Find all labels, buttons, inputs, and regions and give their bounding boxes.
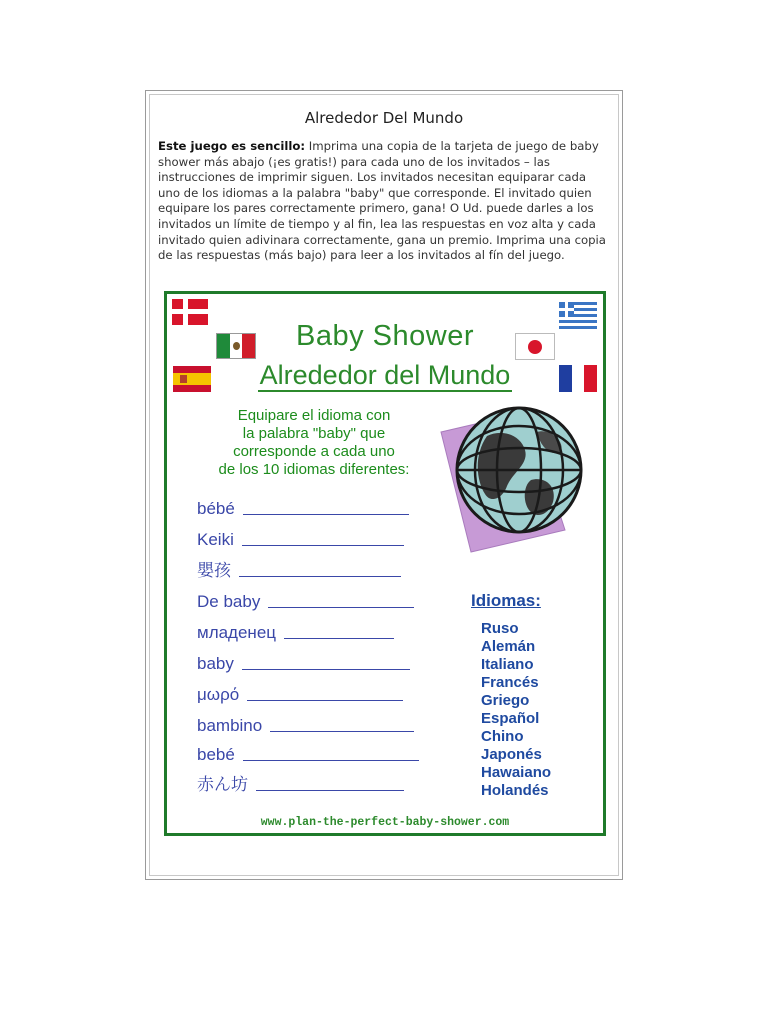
intro-body: Imprima una copia de la tarjeta de juego de baby shower más abajo (¡es gratis!) para cada uno de los invitados – las instrucciones de imprimir siguen. Los invitados necesitan equiparar cada uno de los idiomas a la palabra "baby" que corresponde. El invitado quien equipare los pares correctamente primero, gana! O Ud. puede darles a los invitados un límite de tiempo y al fin, lea las respuestas en voz alta y cada invitado quien adivinara correctamente, gana un premio. Imprima una copia de las respuestas (más bajo) para leer a los invitados al fín del juego. — [158, 139, 606, 263]
language-item: Japonés — [481, 746, 542, 763]
answer-line[interactable] — [242, 544, 404, 546]
baby-word: μωρό — [197, 685, 240, 704]
intro-paragraph — [158, 139, 610, 264]
answer-line[interactable] — [268, 606, 414, 608]
baby-word: bébé — [197, 499, 235, 518]
answer-line[interactable] — [242, 668, 410, 670]
card-instructions — [189, 407, 439, 479]
language-item: Francés — [481, 674, 539, 691]
instructions-line: la palabra "baby" que — [242, 425, 386, 442]
baby-word: De baby — [197, 592, 261, 611]
globe-icon — [433, 406, 589, 556]
instructions-line: de los 10 idiomas diferentes: — [218, 461, 410, 478]
word-row — [197, 650, 410, 674]
language-item: Italiano — [481, 656, 534, 673]
languages-title: Idiomas: — [471, 591, 541, 610]
answer-line[interactable] — [239, 575, 401, 577]
baby-word: bambino — [197, 716, 263, 735]
card-title: Baby Shower — [296, 320, 474, 352]
answer-line[interactable] — [270, 730, 414, 732]
baby-word: 赤ん坊 — [197, 775, 248, 794]
language-item: Holandés — [481, 782, 549, 799]
word-row — [197, 495, 409, 519]
language-item: Alemán — [481, 638, 536, 655]
answer-line[interactable] — [243, 513, 409, 515]
language-item: Ruso — [481, 620, 519, 637]
card-subtitle — [167, 360, 603, 391]
baby-word: bebé — [197, 745, 235, 764]
answer-line[interactable] — [284, 637, 394, 639]
word-row — [197, 526, 404, 550]
answer-line[interactable] — [256, 789, 404, 791]
word-row — [197, 712, 414, 736]
word-row — [197, 741, 419, 765]
language-item: Chino — [481, 728, 524, 745]
word-row — [197, 619, 394, 643]
language-item: Hawaiano — [481, 764, 552, 781]
word-row — [197, 771, 404, 795]
word-row — [197, 557, 401, 581]
baby-word: baby — [197, 654, 234, 673]
baby-word: 嬰孩 — [197, 561, 231, 580]
instructions-line: Equipare el idioma con — [237, 407, 391, 424]
baby-word: младенец — [197, 623, 277, 642]
word-row — [197, 681, 403, 705]
answer-line[interactable] — [247, 699, 403, 701]
answer-line[interactable] — [243, 759, 419, 761]
instructions-line: corresponde a cada uno — [233, 443, 395, 460]
intro-lead: Este juego es sencillo: — [158, 139, 306, 153]
card-subtitle-text: Alrededor del Mundo — [259, 360, 511, 390]
baby-word: Keiki — [197, 530, 234, 549]
language-item: Español — [481, 710, 540, 727]
game-card — [164, 291, 606, 836]
website-url: www.plan-the-perfect-baby-shower.com — [260, 816, 510, 829]
word-row — [197, 588, 414, 612]
page-title: Alrededor Del Mundo — [304, 109, 464, 127]
language-item: Griego — [481, 692, 530, 709]
